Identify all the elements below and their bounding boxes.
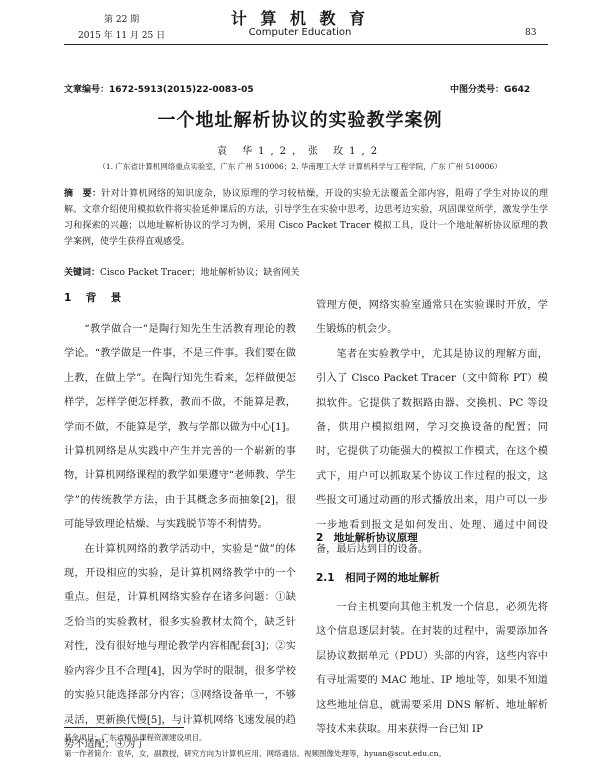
paragraph: 管理方便，网络实验室通常只在实验课时开放，学生锻炼的机会少。 (316, 300, 548, 336)
paper-title: 一个地址解析协议的实验教学案例 (157, 110, 443, 131)
paragraph: 一台主机要向其他主机发一个信息，必须先将这个信息逐层封装。在封装的过程中，需要添加各层协议数据单元（PDU）头部的内容，这些内容中有寻址需要的 MAC 地址、IP 地址等，如果不知道这些地址信息，就需要采用 DNS 解析、地址解析等技术来获取。用来获得一台已知 IP (316, 602, 548, 736)
section-heading-arp-principle: 2 地址解析协议原理 (316, 532, 418, 544)
paragraph: “教学做合一”是陶行知先生生活教育理论的教学论。“教学做是一件事，不是三件事。我们要在做上教，在做上学”。在陶行知先生看来，怎样做便怎样学，怎样学便怎样教，教而不做，不能算是教，学而不做，不能算是学，教与学都以做为中心[1]。计算机网络是从实践中产生并完善的一个崭新的事物，计算机网络课程的教学如果遵守“老师教、学生学”的传统教学方法，由于其概念多而抽象[2]，很可能导致理论枯燥、与实践脱节等不利情势。 (64, 324, 296, 531)
section-heading-background: 1 背 景 (64, 292, 124, 304)
page-number: 83 (525, 28, 537, 38)
classification-number: 中图分类号：G642 (450, 85, 531, 95)
abstract (64, 186, 548, 250)
journal-title-en: Computer Education (248, 27, 352, 38)
issue-number: 第 22 期 (104, 15, 140, 25)
keywords-text: Cisco Packet Tracer；地址解析协议；缺省网关 (100, 268, 300, 278)
right-column (316, 294, 548, 562)
subsection-heading-same-subnet: 2.1 相同子网的地址解析 (316, 572, 440, 584)
keywords (64, 266, 548, 280)
paragraph: 在计算机网络的教学活动中，实验是“做”的体现，开设相应的实验，是计算机网络教学中的一个重点。但是，计算机网络实验存在诸多问题：①缺乏恰当的实验教材，很多实验教材太简个，缺乏针对性，没有很好地与理论教学内容相配套[3]；②实验内容少且不合理[4]，因为学时的限制，很多学校的实验只能选择部分内容；③网络设备单一，不够灵活，更新换代慢[5]，与计算机网络飞速发展的趋势不适配；④为了 (64, 543, 296, 750)
abstract-text: 针对计算机网络的知识庞杂，协议原理的学习较枯燥，开设的实验无法覆盖全部内容，阻碍了学生对协议的理解。文章介绍使用模拟软件将实验延伸课后的方法，引导学生在实验中思考，边思考边实验，巩固课堂所学，激发学生学习和探索的兴趣；以地址解析协议的学习为例，采用 Cisco Packet Tracer 模拟工具，设计一个地址解析协议原理的教学案例，使学生获得直观感受。 (64, 189, 548, 247)
authors: 袁 华1,2，张 玫1,2 (216, 146, 384, 157)
journal-title-cn: 计 算 机 教 育 (230, 9, 370, 28)
left-column (64, 318, 296, 757)
footnote-author: 第一作者简介：袁华，女，副教授，研究方向为计算机应用、网络通信、视频图像处理等，hyuan@scut.edu.cn。 (64, 749, 446, 758)
affiliation: （1. 广东省计算机网络重点实验室，广东 广州 510006；2. 华南理工大学 计算机科学与工程学院，广东 广州 510006） (98, 162, 502, 171)
footnote-fund: 基金项目：广东省精品课程资源建设项目。 (64, 733, 207, 742)
issue-date: 2015 年 11 月 25 日 (78, 31, 166, 41)
abstract-label: 摘 要： (64, 189, 102, 199)
right-column-continued (316, 596, 548, 742)
footnote-rule (64, 727, 184, 728)
article-number: 文章编号：1672-5913(2015)22-0083-05 (64, 85, 254, 95)
paragraph: 笔者在实验教学中，尤其是协议的理解方面，引入了 Cisco Packet Tracer（文中简称 PT）模拟软件。它提供了数据路由器、交换机、PC 等设备，供用户模拟组网，学习交换设备的配置；同时，它提供了功能强大的模拟工作模式，在这个模式下，用户可以抓取某个协议工作过程的报文，这些报文可通过动画的形式播放出来，用户可以一步一步地看到报文是如何发出、处理、通过中间设备，最后达到目的设备。 (316, 348, 548, 556)
header-rule (64, 44, 548, 45)
keywords-label: 关键词： (64, 268, 101, 278)
